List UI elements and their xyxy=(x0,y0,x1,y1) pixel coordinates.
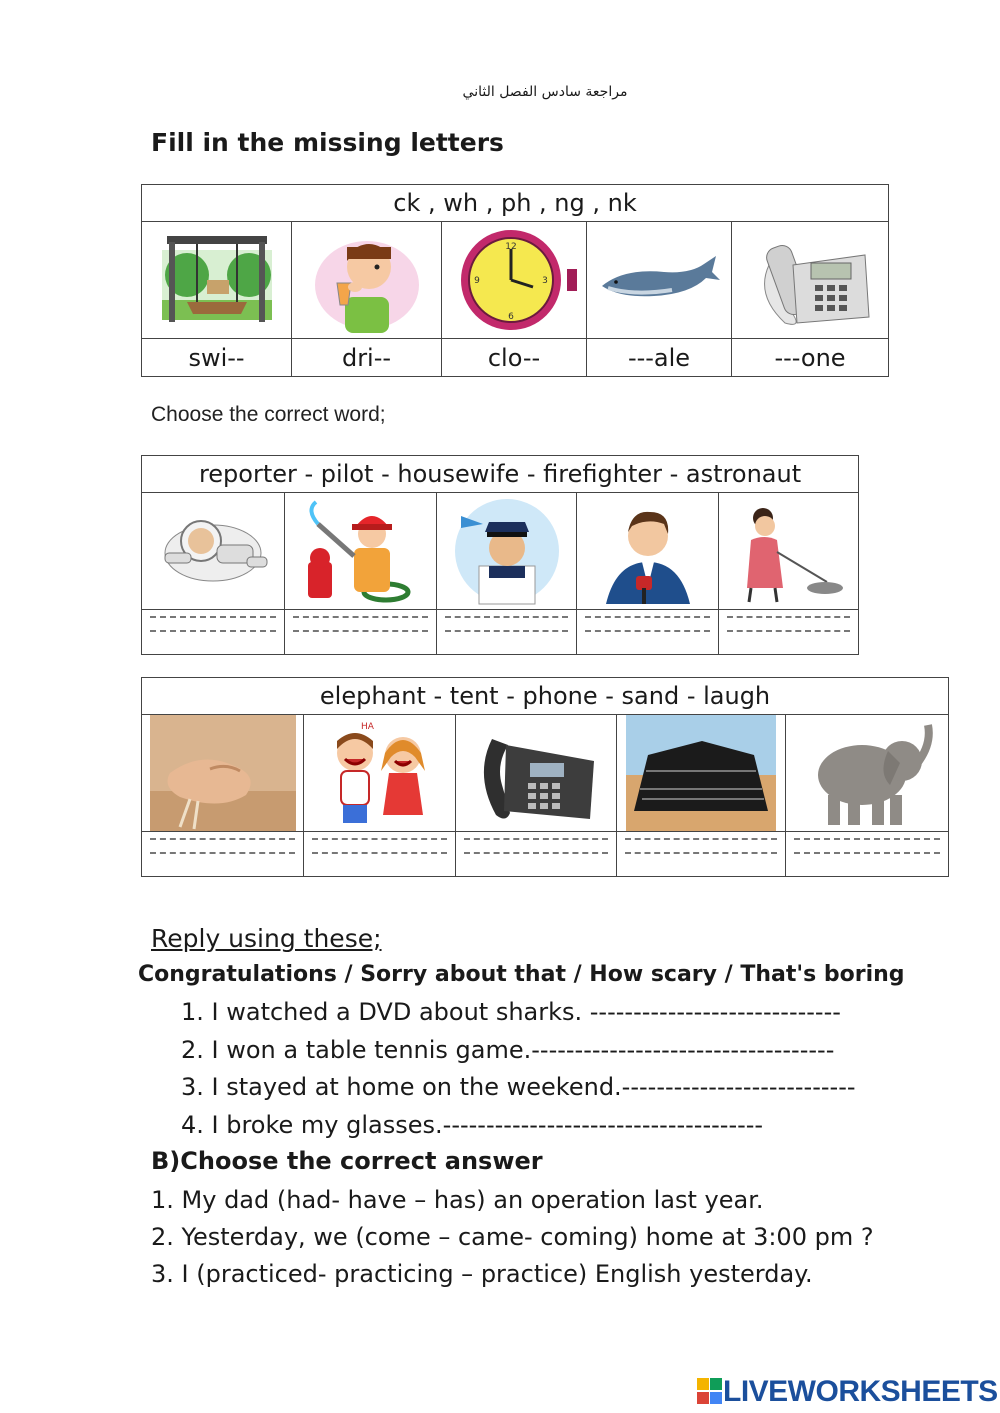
answer-blank[interactable] xyxy=(142,610,285,655)
picture-reporter xyxy=(577,493,719,610)
choice-question-1[interactable]: 1. My dad (had- have – has) an operation last year. xyxy=(151,1186,764,1214)
answer-blank[interactable] xyxy=(437,610,577,655)
letters-options: ck , wh , ph , ng , nk xyxy=(142,185,889,222)
picture-pilot xyxy=(437,493,577,610)
reply-question-3[interactable]: 3. I stayed at home on the weekend.--------------------------- xyxy=(181,1073,856,1101)
picture-telephone xyxy=(732,222,889,339)
picture-astronaut xyxy=(142,493,285,610)
answer-blank[interactable] xyxy=(786,832,949,877)
svg-text:12: 12 xyxy=(505,242,517,252)
words-word-bank: elephant - tent - phone - sand - laugh xyxy=(142,678,949,715)
words-table xyxy=(141,677,949,877)
reply-title: Reply using these; xyxy=(151,924,382,953)
picture-swing xyxy=(142,222,292,339)
arabic-header: مراجعة سادس الفصل الثاني xyxy=(462,84,628,100)
reply-options: Congratulations / Sorry about that / How scary / That's boring xyxy=(138,962,905,987)
word-blank-2[interactable]: dri-- xyxy=(292,339,442,377)
svg-text:HA: HA xyxy=(360,722,374,732)
answer-blank[interactable] xyxy=(617,832,786,877)
svg-text:6: 6 xyxy=(508,312,514,322)
liveworksheets-logo-icon xyxy=(697,1378,723,1406)
word-blank-1[interactable]: swi-- xyxy=(142,339,292,377)
answer-blank[interactable] xyxy=(304,832,456,877)
section5-title: B)Choose the correct answer xyxy=(151,1147,543,1175)
word-blank-3[interactable]: clo-- xyxy=(442,339,587,377)
missing-letters-table xyxy=(141,184,889,377)
word-blank-5[interactable]: ---one xyxy=(732,339,889,377)
reply-question-4[interactable]: 4. I broke my glasses.------------------------------------- xyxy=(181,1111,764,1139)
picture-sand xyxy=(142,715,304,832)
svg-text:3: 3 xyxy=(542,276,548,286)
picture-whale xyxy=(587,222,732,339)
picture-laugh xyxy=(304,715,456,832)
picture-firefighter xyxy=(285,493,437,610)
jobs-table xyxy=(141,455,859,655)
section1-title: Fill in the missing letters xyxy=(151,128,504,157)
answer-blank[interactable] xyxy=(577,610,719,655)
answer-blank[interactable] xyxy=(285,610,437,655)
word-blank-4[interactable]: ---ale xyxy=(587,339,732,377)
picture-phone xyxy=(456,715,617,832)
answer-blank[interactable] xyxy=(142,832,304,877)
choice-question-3[interactable]: 3. I (practiced- practicing – practice) English yesterday. xyxy=(151,1260,813,1288)
picture-elephant xyxy=(786,715,949,832)
answer-blank[interactable] xyxy=(456,832,617,877)
reply-question-2[interactable]: 2. I won a table tennis game.----------------------------------- xyxy=(181,1036,835,1064)
jobs-word-bank: reporter - pilot - housewife - firefighter - astronaut xyxy=(142,456,859,493)
picture-tent xyxy=(617,715,786,832)
svg-text:9: 9 xyxy=(474,276,480,286)
picture-boy-drinking xyxy=(292,222,442,339)
section2-instruction: Choose the correct word; xyxy=(151,403,386,426)
liveworksheets-logo xyxy=(697,1375,998,1409)
choice-question-2[interactable]: 2. Yesterday, we (come – came- coming) home at 3:00 pm ? xyxy=(151,1223,874,1251)
logo-text: LIVEWORKSHEETS xyxy=(723,1375,998,1408)
picture-housewife xyxy=(719,493,859,610)
picture-clock xyxy=(442,222,587,339)
reply-question-1[interactable]: 1. I watched a DVD about sharks. ----------------------------- xyxy=(181,998,841,1026)
answer-blank[interactable] xyxy=(719,610,859,655)
